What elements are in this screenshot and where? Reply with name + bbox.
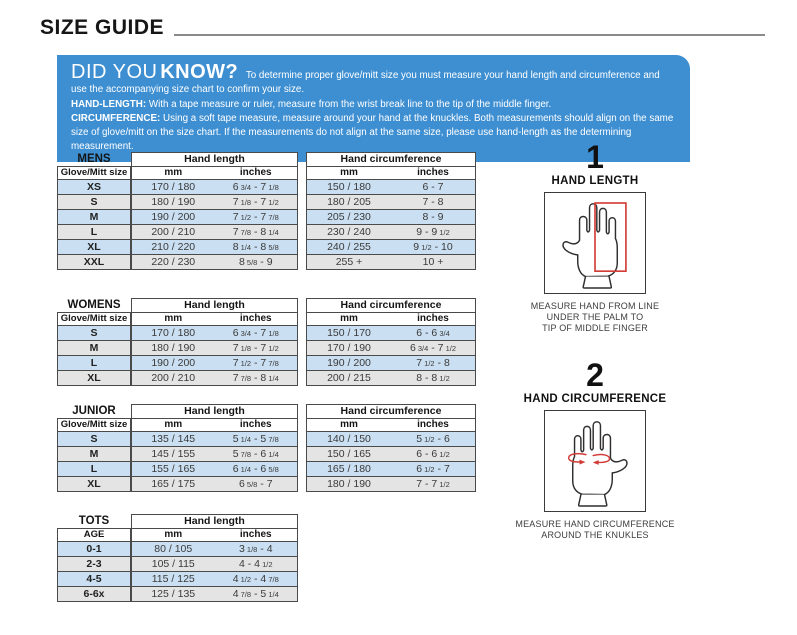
cell-mm: 145 / 155 — [151, 448, 196, 460]
size-label: 6-6x — [58, 587, 130, 601]
table-category-label: WOMENS — [67, 299, 121, 311]
table-category-label: JUNIOR — [72, 405, 116, 417]
measure-group — [131, 298, 298, 386]
caption-line: AROUND THE KNUKLES — [541, 530, 649, 540]
size-column — [57, 514, 131, 602]
hand-length-label: HAND-LENGTH: — [71, 98, 147, 110]
measure-group — [131, 404, 298, 492]
table-row — [132, 210, 297, 225]
circumference-label: CIRCUMFERENCE: — [71, 112, 161, 124]
table-row — [132, 180, 297, 195]
table-row — [307, 326, 475, 341]
unit-header-row — [132, 313, 297, 326]
cell-mm: 210 / 220 — [151, 241, 196, 253]
cell-inches: 4 1/2 - 4 7/8 — [232, 573, 279, 585]
measure-group — [131, 514, 298, 602]
unit-mm: mm — [164, 529, 183, 540]
cell-inches: 9 - 9 1/2 — [416, 226, 450, 238]
table-row — [132, 557, 297, 572]
table-row — [307, 447, 475, 462]
hand-length-text: With a tape measure or ruler, measure from the wrist break line to the tip of the middle finger. — [148, 98, 552, 110]
cell-mm: 205 / 230 — [327, 211, 371, 223]
cell-mm: 170 / 180 — [151, 181, 196, 193]
group-title: Hand length — [132, 405, 297, 419]
size-label: L — [58, 225, 130, 240]
table-row — [132, 432, 297, 447]
size-label: L — [58, 462, 130, 477]
instruction-caption — [503, 301, 687, 334]
table-row — [307, 210, 475, 225]
cell-inches: 7 1/2 - 7 7/8 — [232, 211, 279, 223]
table-row — [132, 225, 297, 240]
measure-group — [306, 404, 476, 492]
table-row — [307, 356, 475, 371]
row-label-header: Glove/Mitt size — [58, 167, 130, 180]
unit-header-row — [132, 529, 297, 542]
unit-inches: inches — [239, 419, 272, 430]
unit-inches: inches — [239, 167, 272, 178]
unit-inches: inches — [239, 313, 272, 324]
cell-inches: 5 7/8 - 6 1/4 — [232, 448, 279, 460]
cell-inches: 6 5/8 - 7 — [238, 478, 273, 490]
cell-mm: 80 / 105 — [154, 543, 193, 555]
size-label: M — [58, 210, 130, 225]
table-row — [132, 477, 297, 491]
unit-mm: mm — [340, 313, 358, 324]
table-row — [132, 255, 297, 269]
cell-mm: 170 / 190 — [327, 342, 371, 354]
circumference-text: Using a soft tape measure, measure around your hand at the knuckles. Both measurements should align on the same size of glove/mitt on the size chart. If the measurements do not align at the same size, please use hand-length as the determining measurement. — [71, 112, 674, 153]
size-label: 4-5 — [58, 572, 130, 587]
cell-inches: 7 - 7 1/2 — [416, 478, 450, 490]
group-title: Hand length — [132, 299, 297, 313]
unit-header-row — [307, 313, 475, 326]
table-row — [307, 255, 475, 269]
table-row — [132, 447, 297, 462]
unit-inches: inches — [417, 167, 449, 178]
table-row — [307, 341, 475, 356]
cell-mm: 165 / 180 — [327, 463, 371, 475]
title-rule — [174, 34, 765, 36]
page-title: SIZE GUIDE — [40, 16, 165, 39]
cell-inches: 7 7/8 - 8 1/4 — [232, 226, 279, 238]
cell-mm: 180 / 190 — [151, 196, 196, 208]
cell-mm: 190 / 200 — [327, 357, 371, 369]
instruction-title: HAND LENGTH — [551, 175, 639, 187]
row-label-header: Glove/Mitt size — [58, 313, 130, 326]
banner-hand-length-line — [71, 98, 676, 112]
table-category-label: TOTS — [78, 515, 110, 527]
banner-intro-text: To determine proper glove/mitt size you must measure your hand length and circumference and use the accompanying size chart to confirm your size. — [71, 70, 660, 96]
size-label: M — [58, 447, 130, 462]
table-row — [307, 477, 475, 491]
size-column-box — [57, 418, 131, 492]
cell-mm: 125 / 135 — [151, 588, 196, 600]
step-number: 1 — [586, 139, 604, 175]
hand-circumference-diagram — [544, 410, 646, 512]
unit-header-row — [307, 419, 475, 432]
size-label: XL — [58, 371, 130, 385]
table-row — [132, 195, 297, 210]
cell-inches: 6 - 7 — [422, 181, 444, 193]
size-column-box — [57, 528, 131, 602]
unit-inches: inches — [417, 313, 449, 324]
caption-line: TIP OF MIDDLE FINGER — [542, 323, 648, 333]
page-header — [40, 16, 765, 40]
table-row — [132, 356, 297, 371]
cell-inches: 8 1/4 - 8 5/8 — [232, 241, 279, 253]
cell-inches: 9 1/2 - 10 — [413, 241, 453, 253]
size-label: S — [58, 326, 130, 341]
table-row — [132, 326, 297, 341]
caption-line: UNDER THE PALM TO — [546, 312, 644, 322]
cell-mm: 155 / 165 — [151, 463, 196, 475]
cell-mm: 150 / 180 — [327, 181, 371, 193]
cell-inches: 7 1/2 - 7 7/8 — [232, 357, 279, 369]
table-row — [132, 587, 297, 601]
cell-mm: 255 + — [335, 256, 363, 268]
hand-length-diagram — [544, 192, 646, 294]
size-label: XL — [58, 240, 130, 255]
cell-inches: 10 + — [422, 256, 444, 268]
unit-mm: mm — [164, 419, 183, 430]
row-label-header: Glove/Mitt size — [58, 419, 130, 432]
cell-mm: 150 / 165 — [327, 448, 371, 460]
cell-mm: 180 / 205 — [327, 196, 371, 208]
size-column — [57, 298, 131, 386]
group-title: Hand circumference — [307, 153, 475, 167]
cell-mm: 230 / 240 — [327, 226, 371, 238]
cell-mm: 200 / 210 — [151, 226, 196, 238]
measure-group — [306, 152, 476, 270]
cell-inches: 7 1/8 - 7 1/2 — [232, 196, 279, 208]
measurement-instructions — [503, 141, 687, 541]
size-label: S — [58, 195, 130, 210]
size-column — [57, 404, 131, 492]
size-label: XXL — [58, 255, 130, 269]
banner-intro-line — [71, 61, 676, 98]
caption-line: MEASURE HAND CIRCUMFERENCE — [515, 519, 675, 529]
size-label: 0-1 — [58, 542, 130, 557]
cell-mm: 180 / 190 — [151, 342, 196, 354]
size-label: M — [58, 341, 130, 356]
cell-inches: 7 - 8 — [422, 196, 444, 208]
unit-mm: mm — [164, 167, 183, 178]
table-row — [307, 462, 475, 477]
cell-mm: 190 / 200 — [151, 211, 196, 223]
table-row — [132, 542, 297, 557]
cell-mm: 180 / 190 — [327, 478, 371, 490]
cell-inches: 3 1/8 - 4 — [238, 543, 273, 555]
group-title: Hand length — [132, 515, 297, 529]
hand-outline-mirrored-icon — [545, 411, 645, 511]
cell-mm: 150 / 170 — [327, 327, 371, 339]
unit-header-row — [132, 419, 297, 432]
size-column-box — [57, 312, 131, 386]
size-label: XS — [58, 180, 130, 195]
cell-inches: 6 3/4 - 7 1/8 — [232, 181, 279, 193]
table-row — [307, 240, 475, 255]
cell-inches: 5 1/2 - 6 — [416, 433, 450, 445]
banner-heading-light: DID YOU — [71, 61, 158, 83]
row-label-header: AGE — [58, 529, 130, 542]
size-label: S — [58, 432, 130, 447]
group-title: Hand circumference — [307, 299, 475, 313]
cell-mm: 200 / 210 — [151, 372, 196, 384]
table-row — [132, 240, 297, 255]
table-row — [307, 371, 475, 385]
table-row — [132, 462, 297, 477]
cell-mm: 200 / 215 — [327, 372, 371, 384]
cell-inches: 7 1/8 - 7 1/2 — [232, 342, 279, 354]
cell-inches: 6 1/4 - 6 5/8 — [232, 463, 279, 475]
banner-heading-bold: KNOW? — [160, 61, 239, 83]
step-number: 2 — [586, 357, 604, 393]
size-table-tots — [57, 514, 298, 602]
cell-mm: 190 / 200 — [151, 357, 196, 369]
table-row — [132, 341, 297, 356]
cell-inches: 6 - 6 3/4 — [416, 327, 450, 339]
table-row — [307, 195, 475, 210]
measure-group — [131, 152, 298, 270]
cell-mm: 115 / 125 — [151, 573, 195, 585]
cell-mm: 220 / 230 — [151, 256, 196, 268]
cell-inches: 7 7/8 - 8 1/4 — [232, 372, 279, 384]
size-table-mens — [57, 152, 476, 270]
cell-inches: 8 - 9 — [422, 211, 444, 223]
size-label: L — [58, 356, 130, 371]
unit-mm: mm — [340, 167, 358, 178]
cell-inches: 8 - 8 1/2 — [416, 372, 450, 384]
group-title: Hand length — [132, 153, 297, 167]
cell-mm: 105 / 115 — [151, 558, 195, 570]
table-row — [307, 180, 475, 195]
cell-inches: 6 - 6 1/2 — [416, 448, 450, 460]
cell-mm: 240 / 255 — [327, 241, 371, 253]
table-row — [132, 371, 297, 385]
instruction-title: HAND CIRCUMFERENCE — [523, 393, 667, 405]
table-row — [307, 225, 475, 240]
size-table-junior — [57, 404, 476, 492]
cell-mm: 165 / 175 — [151, 478, 196, 490]
instruction-caption — [503, 519, 687, 541]
cell-inches: 6 1/2 - 7 — [416, 463, 450, 475]
cell-inches: 5 1/4 - 5 7/8 — [232, 433, 279, 445]
table-row — [132, 572, 297, 587]
cell-inches: 7 1/2 - 8 — [416, 357, 450, 369]
cell-inches: 6 3/4 - 7 1/8 — [232, 327, 279, 339]
unit-inches: inches — [239, 529, 272, 540]
size-table-womens — [57, 298, 476, 386]
table-row — [307, 432, 475, 447]
cell-inches: 4 - 4 1/2 — [238, 558, 273, 570]
hand-outline-icon — [545, 193, 645, 293]
group-title: Hand circumference — [307, 405, 475, 419]
instruction-hand-circumference — [503, 359, 687, 541]
size-column — [57, 152, 131, 270]
size-column-box — [57, 166, 131, 270]
unit-mm: mm — [340, 419, 358, 430]
size-label: XL — [58, 477, 130, 491]
cell-inches: 6 3/4 - 7 1/2 — [409, 342, 457, 354]
measure-group — [306, 298, 476, 386]
cell-mm: 170 / 180 — [151, 327, 196, 339]
table-category-label: MENS — [77, 153, 111, 165]
cell-inches: 8 5/8 - 9 — [238, 256, 273, 268]
cell-mm: 135 / 145 — [151, 433, 196, 445]
size-label: 2-3 — [58, 557, 130, 572]
instruction-hand-length — [503, 141, 687, 334]
unit-header-row — [307, 167, 475, 180]
cell-inches: 4 7/8 - 5 1/4 — [232, 588, 279, 600]
unit-header-row — [132, 167, 297, 180]
caption-line: MEASURE HAND FROM LINE — [530, 301, 660, 311]
cell-mm: 140 / 150 — [327, 433, 371, 445]
unit-mm: mm — [164, 313, 183, 324]
unit-inches: inches — [417, 419, 449, 430]
